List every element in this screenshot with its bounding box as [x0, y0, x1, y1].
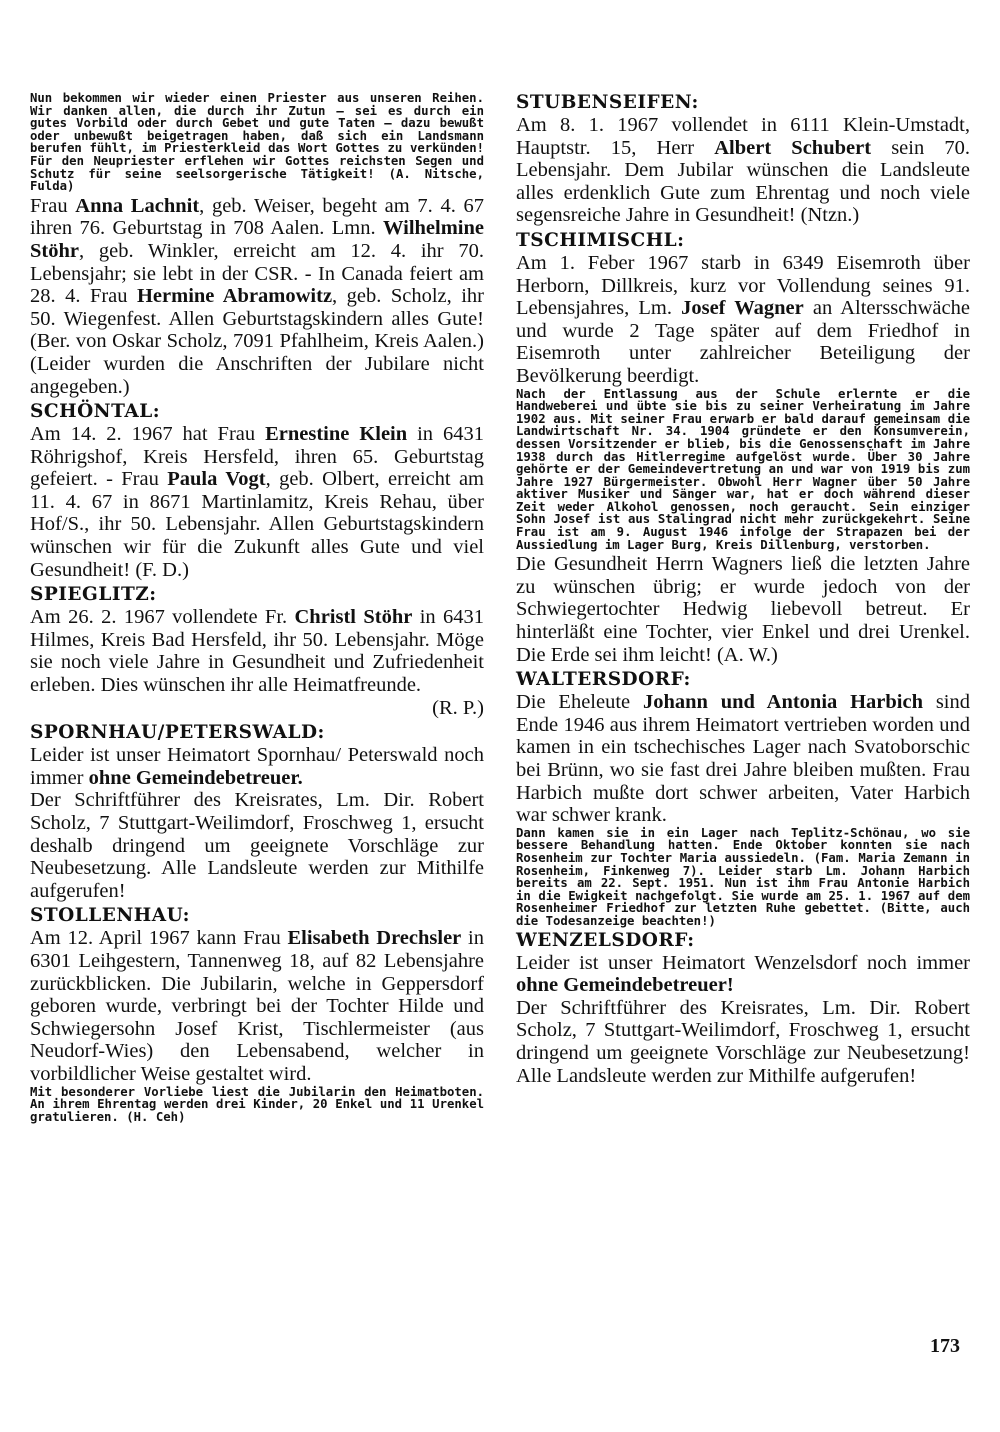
bold-ohne-gemeindebetreuer: ohne Gemeindebetreuer. [88, 766, 303, 789]
text-run: sind Ende 1946 aus ihrem Heimatort vertrieben worden und kamen in ein tschechisches Lager nach Svatoborschic bei Brünn, wo sie fast drei Jahre bleiben mußten. Frau Harbich mußte dort schwer arbeiten, Vater Harbich war schwer krank. [516, 691, 970, 827]
name-johann-antonia-harbich: Johann und Antonia Harbich [642, 691, 923, 714]
wagner-biography: Nach der Entlassung aus der Schule erlernte er die Handweberei und übte sie bis zu seiner Verheiratung im Jahre 1902 aus. Mit seiner Frau erwarb er bald darauf gemeinsam die Landwirtschaft Nr. 34. 1904 gründete er den Konsumverein, dessen Vorsitzender er blieb, bis die Genossenschaft im Jahre 1938 durch das Hitlerregime aufgelöst wurde. Über 30 Jahre gehörte er der Gemeindevertretung an und war von 1919 bis zum Jahre 1927 Bürgermeister. Obwohl Herr Wagner über 50 Jahre aktiver Musiker und Sänger war, hat er doch während dieser Zeit weder Alkohol genossen, noch geraucht. Sein einziger Sohn Josef ist aus Stalingrad nicht mehr zurückgekehrt. Seine Frau ist am 9. August 1946 infolge der Strapazen bei der Aussiedlung im Lager Burg, Kreis Dillenburg, verstorben. [516, 386, 970, 552]
name-christl-stoehr: Christl Stöhr [294, 606, 413, 629]
heading-spornhau: SPORNHAU/PETERSWALD: [30, 722, 325, 744]
text-run: an Altersschwäche und wurde 2 Tage später auf dem Friedhof in Eisemroth unter zahlreicher Beteiligung der Bevölkerung beerdigt. [516, 297, 970, 387]
name-josef-wagner: Josef Wagner [681, 297, 804, 320]
heading-wenzelsdorf: WENZELSDORF: [516, 929, 695, 951]
spieglitz-signature: (R. P.) [432, 696, 484, 719]
spornhau-paragraph [30, 744, 484, 789]
text-run: Am 8. 1. 1967 vollendet in 6111 Klein-Umstadt, Hauptstr. 15, Herr [516, 114, 970, 159]
text-run: Die Eheleute [516, 691, 643, 714]
harbich-note: Dann kamen sie in ein Lager nach Teplitz-Schönau, wo sie bessere Behandlung hatten. Ende Oktober konnten sie nach Rosenheim zur Tochter Maria aussiedeln. (Fam. Maria Zemann in Rosenheim, Finkenweg 7). Leider starb Lm. Johann Harbich bereits am 22. Sept. 1951. Nun ist ihm Frau Antonie Harbich in die Ewigkeit nachgefolgt. Sie wurde am 25. 1. 1967 auf dem Rosenheimer Friedhof zur letzten Ruhe gebettet. (Bitte, auch die Todesanzeige beachten!) [516, 825, 970, 928]
text-run: in 6431 Röhrigshof, Kreis Hersfeld, ihren 65. Geburtstag gefeiert. - Frau [30, 423, 485, 491]
stollenhau-paragraph [30, 927, 484, 1085]
left-column [30, 92, 484, 1125]
text-run: Am 26. 2. 1967 vollendete Fr. [30, 606, 295, 629]
text-run: , geb. Weiser, begeht am 7. 4. 67 ihren 76. Geburtstag in 708 Aalen. Lmn. [30, 194, 484, 240]
text-run: Leider ist unser Heimatort Spornhau/ Peterswald noch immer [30, 744, 484, 789]
name-anna-lachnit: Anna Lachnit [75, 194, 200, 217]
waltersdorf-paragraph [516, 691, 970, 827]
priest-paragraph: Nun bekommen wir wieder einen Priester aus unseren Reihen. Wir danken allen, die durch ihr Zutun — sei es durch ein gutes Vorbild oder durch Gebet und gute Taten — dazu bewußt oder unbewußt beigetragen haben, daß sich ein Landsmann berufen fühlt, im Priesterkleid das Wort Gottes zu verkünden! Für den Neupriester erflehen wir Gottes reichsten Segen und Schutz für seine seelsorgerische Tätigkeit! (A. Nitsche, Fulda) [30, 91, 484, 194]
wenzelsdorf-appeal-paragraph: Der Schriftführer des Kreisrates, Lm. Dir. Robert Scholz, 7 Stuttgart-Weilimdorf, Froschweg 1, ersucht dringend um geeignete Vorschläge zur Neubesetzung! Alle Landsleute werden zur Mithilfe aufgerufen! [516, 996, 970, 1087]
wagner-family-paragraph: Die Gesundheit Herrn Wagners ließ die letzten Jahre zu wünschen übrig; er wurde jedoch von der Schwiegertochter Hedwig liebevoll betreut. Er hinterläßt eine Tochter, vier Enkel und drei Urenkel. Die Erde sei ihm leicht! (A. W.) [516, 553, 970, 666]
schoental-paragraph [30, 423, 484, 581]
stollenhau-note: Mit besonderer Vorliebe liest die Jubilarin den Heimatboten. An ihrem Ehrentag werden drei Kinder, 20 Enkel und 11 Urenkel gratulieren. (H. Ceh) [30, 1084, 484, 1124]
heading-schoental: SCHÖNTAL: [30, 401, 161, 423]
text-run: , geb. Winkler, erreicht am 12. 4. ihr 70. Lebensjahr; sie lebt in der CSR. - In Canada feiert am 28. 4. Frau [30, 239, 484, 308]
text-run: , geb. Olbert, erreicht am 11. 4. 67 in 8671 Martinlamitz, Kreis Rehau, über Hof/S., ihr 50. Lebensjahr. Allen Geburtstagskindern wünschen wir für die Zukunft alles Gute und viel Gesundheit! (F. D.) [30, 468, 485, 581]
text-run: , geb. Scholz, ihr 50. Wiegenfest. Allen Geburtstagskindern alles Gute! (Ber. von Oskar Scholz, 7091 Pfahlheim, Kreis Aalen.) (Leider wurden die Anschriften der Jubilare nicht angegeben.) [30, 285, 484, 398]
text-run: Frau [30, 194, 76, 217]
name-ernestine-klein: Ernestine Klein [265, 423, 408, 446]
text-run: in 6431 Hilmes, Kreis Bad Hersfeld, ihr 50. Lebensjahr. Möge sie noch viele Jahre in Gesundheit und Zufriedenheit erleben. Dies wünschen ihr alle Heimatfreunde. [30, 606, 485, 697]
text-run: Am 1. Feber 1967 starb in 6349 Eisemroth über Herborn, Dillkreis, kurz vor Vollendung seines 91. Lebensjahres, Lm. [516, 251, 970, 320]
right-column [516, 92, 970, 1087]
text-run: sein 70. Lebensjahr. Dem Jubilar wünschen die Landsleute alles erdenklich Gute zum Ehrentag und noch viele segensreiche Jahre in Gesundheit! (Ntzn.) [516, 136, 970, 227]
birthday-paragraph [30, 195, 484, 398]
stubenseifen-paragraph [516, 114, 970, 227]
page-number: 173 [930, 1335, 960, 1357]
bold-ohne-gemeindebetreuer: ohne Gemeindebetreuer! [516, 974, 734, 997]
heading-stollenhau: STOLLENHAU: [30, 905, 190, 927]
name-albert-schubert: Albert Schubert [714, 136, 872, 159]
wenzelsdorf-paragraph [516, 952, 970, 997]
name-hermine-abramowitz: Hermine Abramowitz [136, 285, 333, 308]
text-run: in 6301 Leihgestern, Tannenweg 18, auf 82 Lebensjahre zurückblicken. Die Jubilarin, welche in Geppersdorf geboren wurde, verbringt bei der Tochter Hilde und Schwiegersohn Josef Krist, Tischlermeister (aus Neudorf-Wies) den Lebensabend, welcher in vorbildlicher Weise gestaltet wird. [30, 927, 484, 1085]
tschimischl-paragraph [516, 252, 970, 388]
text-run: Am 14. 2. 1967 hat Frau [30, 423, 266, 446]
heading-spieglitz: SPIEGLITZ: [30, 584, 157, 606]
name-elisabeth-drechsler: Elisabeth Drechsler [287, 927, 462, 950]
spornhau-appeal-paragraph: Der Schriftführer des Kreisrates, Lm. Dir. Robert Scholz, 7 Stuttgart-Weilimdorf, Froschweg 1, ersucht deshalb dringend um geeignete Vorschläge zur Neubesetzung. Alle Landsleute werden zur Mithilfe aufgerufen! [30, 789, 484, 902]
heading-waltersdorf: WALTERSDORF: [516, 669, 691, 691]
spieglitz-paragraph [30, 606, 484, 696]
text-run: Leider ist unser Heimatort Wenzelsdorf noch immer [516, 951, 970, 974]
name-paula-vogt: Paula Vogt [167, 468, 266, 491]
name-wilhelmine-stoehr: Wilhelmine Stöhr [30, 217, 484, 262]
text-run: Am 12. April 1967 kann Frau [30, 927, 288, 950]
heading-stubenseifen: STUBENSEIFEN: [516, 92, 699, 113]
heading-tschimischl: TSCHIMISCHL: [516, 229, 685, 251]
